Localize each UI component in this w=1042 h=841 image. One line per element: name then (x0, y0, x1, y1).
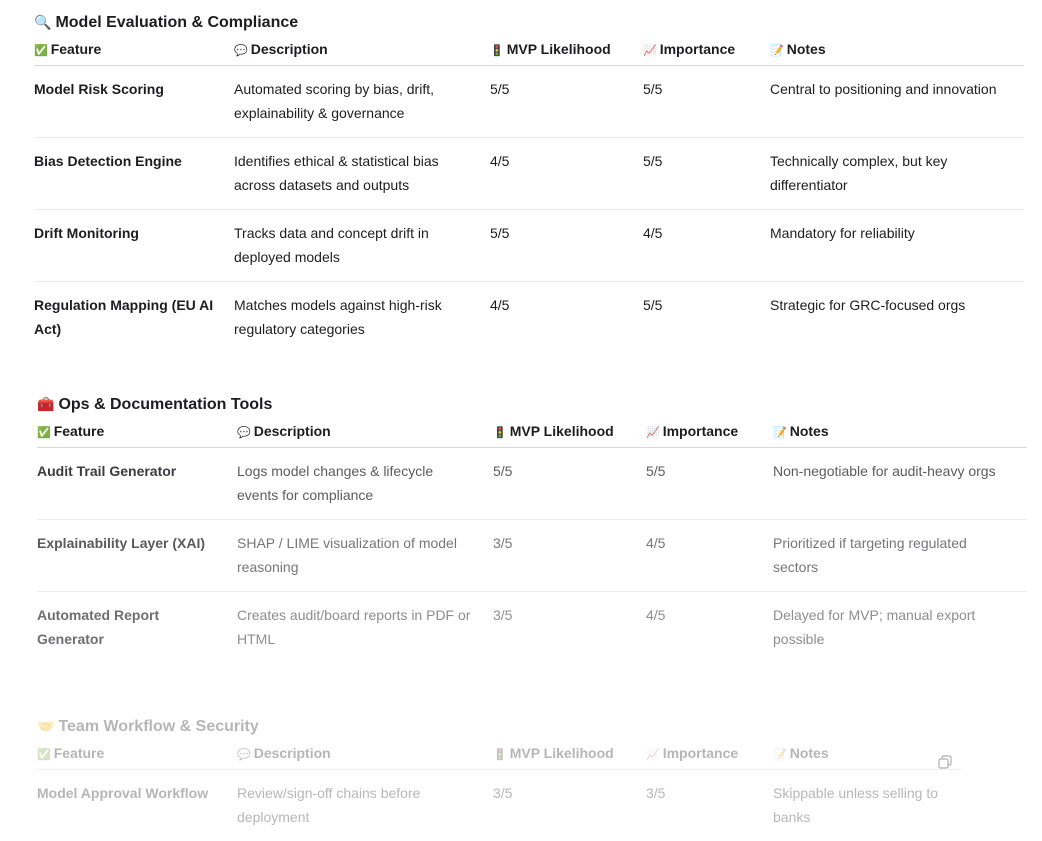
importance-cell: 3/5 (646, 770, 773, 841)
memo-icon: 📝 (773, 748, 787, 761)
section-heading (37, 716, 1027, 738)
header-label: Feature (51, 41, 102, 57)
table-row (37, 448, 1027, 520)
memo-icon: 📝 (770, 44, 784, 57)
chart-up-icon: 📈 (646, 748, 660, 761)
memo-icon: 📝 (773, 426, 787, 439)
description-cell: Identifies ethical & statistical bias across datasets and outputs (234, 138, 490, 210)
speech-bubble-icon: 💬 (237, 748, 251, 761)
table-row (37, 770, 961, 841)
header-notes (770, 37, 1024, 66)
header-label: MVP Likelihood (510, 745, 614, 761)
header-mvp-likelihood (493, 741, 646, 770)
header-label: Description (254, 745, 331, 761)
header-label: Description (254, 423, 331, 439)
mvp-cell: 5/5 (493, 448, 646, 520)
traffic-light-icon: 🚦 (493, 748, 507, 761)
feature-cell: Model Risk Scoring (34, 66, 234, 138)
feature-cell: Explainability Layer (XAI) (37, 520, 237, 592)
copy-icon[interactable] (938, 755, 952, 769)
header-label: Importance (663, 423, 738, 439)
importance-cell: 5/5 (643, 282, 770, 354)
description-cell: Automated scoring by bias, drift, explainability & governance (234, 66, 490, 138)
header-description (234, 37, 490, 66)
section-heading (37, 394, 1027, 416)
notes-cell: Technically complex, but key differentiator (770, 138, 1024, 210)
handshake-icon: 🤝 (37, 716, 54, 738)
description-cell: Tracks data and concept drift in deployed models (234, 210, 490, 282)
traffic-light-icon: 🚦 (490, 44, 504, 57)
header-label: MVP Likelihood (507, 41, 611, 57)
chart-up-icon: 📈 (643, 44, 657, 57)
header-label: Description (251, 41, 328, 57)
header-description (237, 419, 493, 448)
feature-table (34, 37, 1024, 353)
description-cell: SHAP / LIME visualization of model reasoning (237, 520, 493, 592)
table-row (34, 282, 1024, 354)
section-heading (34, 12, 1024, 34)
header-mvp-likelihood (490, 37, 643, 66)
header-label: Notes (787, 41, 826, 57)
toolbox-icon: 🧰 (37, 394, 54, 416)
section-team-workflow (37, 716, 1027, 738)
notes-cell: Mandatory for reliability (770, 210, 1024, 282)
feature-cell: Audit Trail Generator (37, 448, 237, 520)
header-importance (643, 37, 770, 66)
table-row (34, 210, 1024, 282)
chart-up-icon: 📈 (646, 426, 660, 439)
mvp-cell: 3/5 (493, 592, 646, 664)
table-header-row (34, 37, 1024, 66)
importance-cell: 4/5 (646, 592, 773, 664)
notes-cell: Skippable unless selling to banks (773, 770, 961, 841)
mvp-cell: 4/5 (490, 138, 643, 210)
header-feature (34, 37, 234, 66)
header-importance (646, 741, 773, 770)
header-notes (773, 741, 961, 770)
feature-cell: Regulation Mapping (EU AI Act) (34, 282, 234, 354)
table-header-row (37, 741, 961, 770)
feature-table (37, 741, 961, 841)
description-cell: Creates audit/board reports in PDF or HTML (237, 592, 493, 664)
mvp-cell: 3/5 (493, 770, 646, 841)
check-icon: ✅ (37, 748, 51, 761)
notes-cell: Non-negotiable for audit-heavy orgs (773, 448, 1027, 520)
description-cell: Matches models against high-risk regulatory categories (234, 282, 490, 354)
header-label: Notes (790, 745, 829, 761)
traffic-light-icon: 🚦 (493, 426, 507, 439)
importance-cell: 5/5 (646, 448, 773, 520)
table-row (34, 66, 1024, 138)
feature-cell: Drift Monitoring (34, 210, 234, 282)
description-cell: Logs model changes & lifecycle events for compliance (237, 448, 493, 520)
table-header-row (37, 419, 1027, 448)
header-label: Importance (663, 745, 738, 761)
header-mvp-likelihood (493, 419, 646, 448)
feature-table (37, 419, 1027, 663)
header-label: Feature (54, 745, 105, 761)
header-notes (773, 419, 1027, 448)
notes-cell: Delayed for MVP; manual export possible (773, 592, 1027, 664)
feature-cell: Bias Detection Engine (34, 138, 234, 210)
importance-cell: 4/5 (646, 520, 773, 592)
description-cell: Review/sign-off chains before deployment (237, 770, 493, 841)
section-title: Ops & Documentation Tools (58, 394, 272, 416)
table-row (34, 138, 1024, 210)
magnifier-icon: 🔍 (34, 12, 51, 34)
header-label: Notes (790, 423, 829, 439)
header-label: Feature (54, 423, 105, 439)
mvp-cell: 3/5 (493, 520, 646, 592)
check-icon: ✅ (34, 44, 48, 57)
header-description (237, 741, 493, 770)
speech-bubble-icon: 💬 (237, 426, 251, 439)
importance-cell: 5/5 (643, 66, 770, 138)
table-row (37, 520, 1027, 592)
check-icon: ✅ (37, 426, 51, 439)
table-row (37, 592, 1027, 664)
speech-bubble-icon: 💬 (234, 44, 248, 57)
header-importance (646, 419, 773, 448)
mvp-cell: 5/5 (490, 210, 643, 282)
header-label: MVP Likelihood (510, 423, 614, 439)
mvp-cell: 5/5 (490, 66, 643, 138)
header-feature (37, 419, 237, 448)
feature-cell: Model Approval Workflow (37, 770, 237, 841)
notes-cell: Central to positioning and innovation (770, 66, 1024, 138)
section-title: Model Evaluation & Compliance (55, 12, 298, 34)
header-label: Importance (660, 41, 735, 57)
mvp-cell: 4/5 (490, 282, 643, 354)
notes-cell: Prioritized if targeting regulated sectors (773, 520, 1027, 592)
notes-cell: Strategic for GRC-focused orgs (770, 282, 1024, 354)
feature-cell: Automated Report Generator (37, 592, 237, 664)
section-ops-documentation (37, 394, 1027, 416)
importance-cell: 4/5 (643, 210, 770, 282)
header-feature (37, 741, 237, 770)
section-model-evaluation (34, 12, 1024, 34)
section-title: Team Workflow & Security (58, 716, 258, 738)
importance-cell: 5/5 (643, 138, 770, 210)
